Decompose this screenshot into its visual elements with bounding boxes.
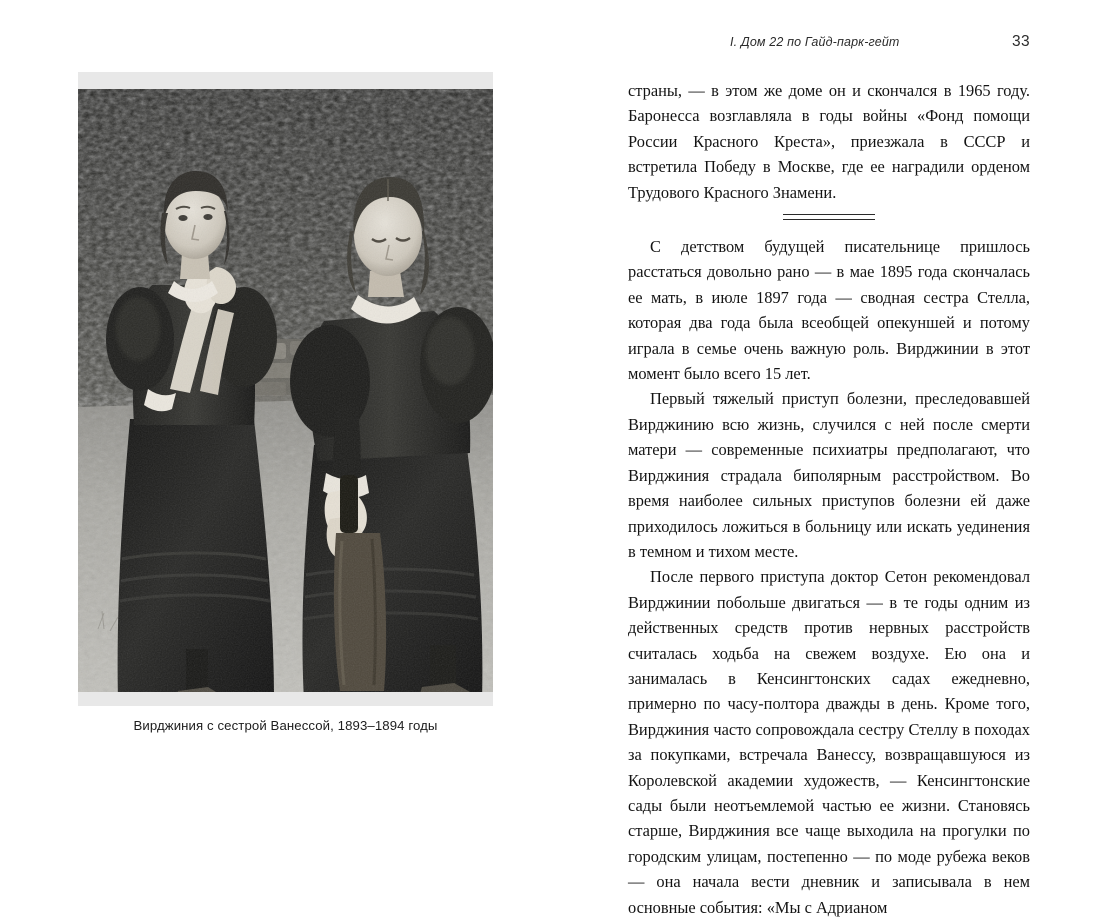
paragraph-3: Первый тяжелый приступ болезни, преследовавшей Вирджинию всю жизнь, случился с ней после смерти матери — современные психиатры предполагают, что Вирджиния страдала биполярным расстройством. Во время наиболее сильных приступов болезни ей даже приходилось ложиться в больницу или искать уединения в темном и тихом месте. — [628, 389, 1030, 561]
paragraph-2: С детством будущей писательнице пришлось расстаться довольно рано — в мае 1895 года скончалась ее мать, в июле 1897 года — сводная сестра Стелла, которая два года была всеобщей опекуншей и потому играла в семье очень важную роль. Вирджинии в этот момент было всего 15 лет. — [628, 237, 1030, 384]
page-number: 33 — [1011, 33, 1030, 50]
photograph-image — [78, 89, 493, 692]
text-column — [628, 78, 1030, 920]
paragraph-continuation: страны, — в этом же доме он и скончался в 1965 году. Баронесса возглавляла в годы войны «Фонд помощи России Красного Креста», приезжала в СССР и встретила Победу в Москве, где ее наградили орденом Трудового Красного Знамени. — [628, 81, 1030, 202]
photograph-illustration — [78, 89, 493, 692]
double-rule-ornament — [783, 214, 875, 220]
section-divider — [628, 214, 1030, 220]
running-head — [612, 33, 1030, 53]
figure-caption: Вирджиния с сестрой Ванессой, 1893–1894 годы — [133, 718, 438, 733]
running-head-title: I. Дом 22 по Гайд-парк-гейт — [730, 35, 900, 49]
paragraph-4: После первого приступа доктор Сетон рекомендовал Вирджинии побольше двигаться — в те годы одним из действенных средств против нервных расстройств считалась ходьба на свежем воздухе. Ею она и занималась в Кенсингтонских садах ежедневно, примерно по часу-полтора дважды в день. Кроме того, Вирджиния часто сопровождала сестру Стеллу в походах за покупками, встречала Ванессу, возвращавшуюся из Королевской академии художеств, — Кенсингтонские сады были неотъемлемой частью ее жизни. Становясь старше, Вирджиния все чаще выходила на прогулки по городским улицам, постепенно — по моде рубежа веков — она начала вести дневник и записывала в нем основные события: «Мы с Адрианом — [628, 567, 1030, 917]
figure-photograph — [78, 72, 493, 706]
